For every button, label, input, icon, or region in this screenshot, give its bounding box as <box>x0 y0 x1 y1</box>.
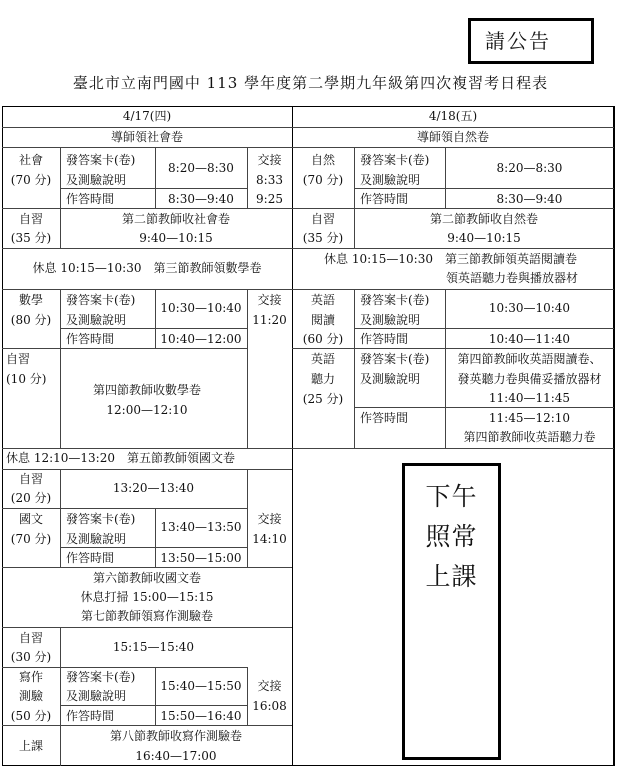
transfer3-label: 交接 <box>257 512 282 526</box>
collect-listening: 第四節教師收英語聽力卷 <box>463 430 596 444</box>
page-title: 臺北市立南門國中 113 學年度第二學期九年級第四次複習考日程表 <box>72 74 549 92</box>
listening-subject-b: 聽力 <box>310 372 335 386</box>
break2: 休息 12:10—13:20 第五節教師領國文卷 <box>6 451 235 465</box>
writing-prep-label-b: 及測驗說明 <box>66 689 127 703</box>
day2-break1-a: 休息 10:15—10:30 第三節教師領英語閱讀卷 <box>324 252 577 266</box>
collect-science: 第二節教師收自然卷 <box>429 212 538 226</box>
collect-chinese: 第六節教師收國文卷 <box>92 571 201 585</box>
reading-minutes: (60 分) <box>302 332 344 346</box>
chinese-minutes: (70 分) <box>10 532 52 546</box>
math-prep-label-b: 及測驗說明 <box>66 313 127 327</box>
self-study-label-2: 自習 <box>6 352 31 366</box>
self-study-label-5: 自習 <box>310 212 335 226</box>
science-minutes: (70 分) <box>302 173 344 187</box>
day2-lead-science: 導師領自然卷 <box>416 130 489 144</box>
self-study-label-3: 自習 <box>18 472 43 486</box>
math-minutes: (80 分) <box>10 313 52 327</box>
collect-math-time: 12:00—12:10 <box>106 403 188 417</box>
science-prep-time: 8:20—8:30 <box>496 161 563 175</box>
collect-math: 第四節教師收數學卷 <box>92 383 201 397</box>
listening-subject-a: 英語 <box>310 352 335 366</box>
collect-science-time: 9:40—10:15 <box>447 231 521 245</box>
math-subject: 數學 <box>18 293 43 307</box>
lead-writing: 第七節教師領寫作測驗卷 <box>80 609 213 623</box>
collect-writing-time: 16:40—17:00 <box>135 749 217 763</box>
afternoon-notice-box <box>402 463 501 760</box>
transfer2-label: 交接 <box>257 293 282 307</box>
listening-minutes: (25 分) <box>302 392 344 406</box>
transfer2-time: 11:20 <box>252 313 287 327</box>
self-study-time-3: 15:15—15:40 <box>112 640 195 654</box>
break1: 休息 10:15—10:30 第三節教師領數學卷 <box>32 261 262 275</box>
notice-label: 請公告 <box>485 29 551 53</box>
transfer3-time: 14:10 <box>252 532 287 546</box>
cleaning-break: 休息打掃 15:00—15:15 <box>80 590 214 604</box>
day1-lead-social: 導師領社會卷 <box>110 130 183 144</box>
reading-prep-label-a: 發答案卡(卷) <box>360 293 430 307</box>
writing-answer-time: 15:50—16:40 <box>160 709 242 723</box>
self-study-minutes: (35 分) <box>10 231 52 245</box>
writing-prep-time: 15:40—15:50 <box>160 679 242 693</box>
reading-subject-b: 閱讀 <box>310 313 335 327</box>
social-prep-time: 8:20—8:30 <box>168 161 234 175</box>
class-label: 上課 <box>18 739 43 753</box>
social-prep-label-a: 發答案卡(卷) <box>66 153 136 167</box>
social-answer-label: 作答時間 <box>66 192 115 206</box>
self-study-label: 自習 <box>18 212 43 226</box>
self-study-minutes-5: (35 分) <box>302 231 344 245</box>
day2-date: 4/18(五) <box>428 109 478 123</box>
listening-prep-label-b: 及測驗說明 <box>360 372 421 386</box>
afternoon-line-3: 上課 <box>425 562 478 591</box>
afternoon-line-2: 照常 <box>425 522 478 551</box>
science-subject: 自然 <box>310 153 335 167</box>
social-answer-time: 8:30—9:40 <box>168 192 234 206</box>
science-answer-label: 作答時間 <box>360 192 409 206</box>
social-minutes: (70 分) <box>10 173 52 187</box>
math-prep-label-a: 發答案卡(卷) <box>66 293 136 307</box>
reading-answer-label: 作答時間 <box>360 332 409 346</box>
writing-subject-a: 寫作 <box>18 670 43 684</box>
listening-answer-label: 作答時間 <box>360 411 409 425</box>
self-study-time-2: 13:20—13:40 <box>112 481 195 495</box>
chinese-answer-label: 作答時間 <box>66 551 115 565</box>
self-study-label-4: 自習 <box>18 631 43 645</box>
reading-prep-time: 10:30—10:40 <box>488 301 571 315</box>
math-answer-time: 10:40—12:00 <box>160 332 242 346</box>
reading-answer-time: 10:40—11:40 <box>488 332 571 346</box>
listening-prep-time: 11:40—11:45 <box>488 391 571 405</box>
social-subject: 社會 <box>18 153 43 167</box>
writing-prep-label-a: 發答案卡(卷) <box>66 670 136 684</box>
chinese-prep-label-b: 及測驗說明 <box>66 532 127 546</box>
reading-prep-label-b: 及測驗說明 <box>360 313 421 327</box>
listening-prep-label-a: 發答案卡(卷) <box>360 352 430 366</box>
day1-date: 4/17(四) <box>122 109 172 123</box>
notice-box <box>468 18 594 64</box>
reading-subject-a: 英語 <box>310 293 335 307</box>
self-study-minutes-3: (20 分) <box>10 491 52 505</box>
listening-note-a: 第四節教師收英語閱讀卷、 <box>457 352 602 366</box>
math-answer-label: 作答時間 <box>66 332 115 346</box>
self-study-minutes-4: (30 分) <box>10 650 52 664</box>
writing-answer-label: 作答時間 <box>66 709 115 723</box>
writing-minutes: (50 分) <box>10 709 52 723</box>
chinese-subject: 國文 <box>18 512 43 526</box>
self-study-minutes-2: (10 分) <box>6 372 47 386</box>
science-prep-label-b: 及測驗說明 <box>360 173 421 187</box>
listening-note-b: 發英聽力卷與備妥播放器材 <box>457 372 602 386</box>
math-prep-time: 10:30—10:40 <box>160 301 242 315</box>
chinese-prep-time: 13:40—13:50 <box>160 520 242 534</box>
afternoon-line-1: 下午 <box>425 482 478 511</box>
transfer1-label: 交接 <box>257 153 282 167</box>
science-prep-label-a: 發答案卡(卷) <box>360 153 430 167</box>
transfer1-time-a: 8:33 <box>256 173 283 187</box>
chinese-prep-label-a: 發答案卡(卷) <box>66 512 136 526</box>
day2-break1-b: 領英語聽力卷與播放器材 <box>446 271 579 285</box>
chinese-answer-time: 13:50—15:00 <box>160 551 242 565</box>
writing-subject-b: 測驗 <box>18 689 43 703</box>
transfer4-time: 16:08 <box>252 699 287 713</box>
collect-writing: 第八節教師收寫作測驗卷 <box>109 729 242 743</box>
collect-social-time: 9:40—10:15 <box>139 231 213 245</box>
listening-answer-time: 11:45—12:10 <box>488 411 571 425</box>
collect-social: 第二節教師收社會卷 <box>121 212 230 226</box>
social-prep-label-b: 及測驗說明 <box>66 173 127 187</box>
science-answer-time: 8:30—9:40 <box>496 192 563 206</box>
schedule-table <box>2 106 614 766</box>
transfer1-time-b: 9:25 <box>256 192 283 206</box>
transfer4-label: 交接 <box>257 679 282 693</box>
